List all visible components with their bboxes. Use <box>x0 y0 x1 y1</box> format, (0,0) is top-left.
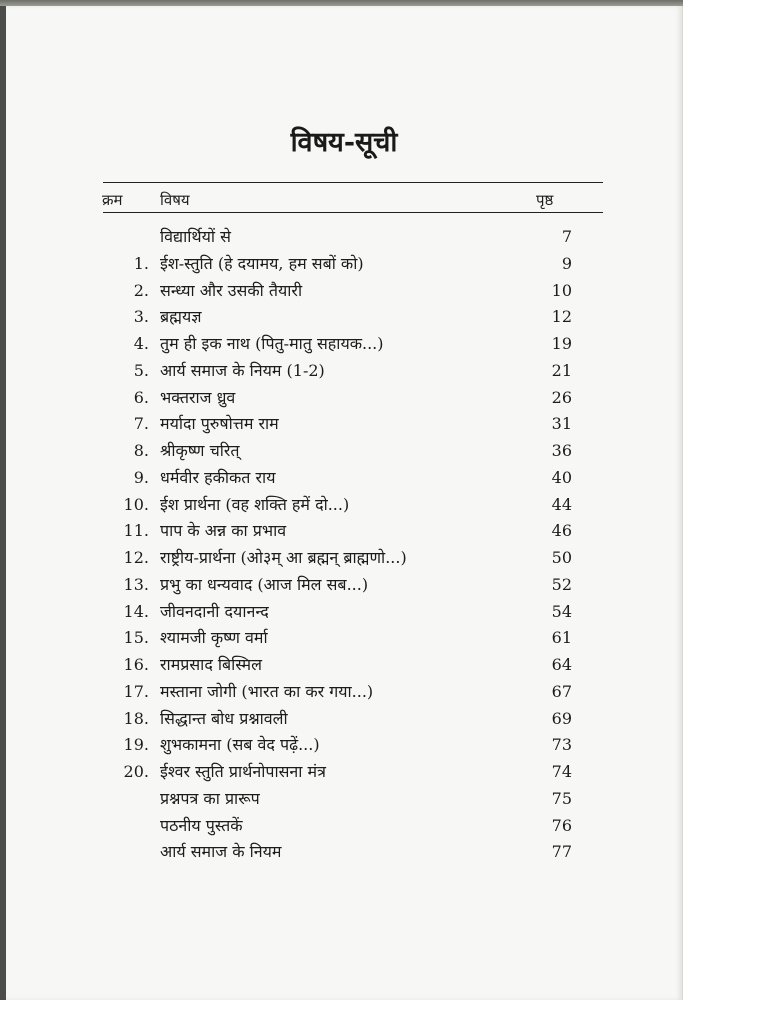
entry-serial: 2. <box>133 280 149 300</box>
contents-entry <box>6 331 682 357</box>
entry-serial: 13. <box>123 574 149 594</box>
entry-subject: मस्ताना जोगी (भारत का कर गया...) <box>160 681 374 701</box>
contents-entry <box>6 813 682 839</box>
entry-serial: 4. <box>133 334 149 353</box>
entry-subject: प्रश्नपत्र का प्रारूप <box>160 788 260 808</box>
book-page <box>6 6 683 1000</box>
header-serial: क्रम <box>102 191 123 209</box>
entry-serial: 12. <box>123 548 149 567</box>
contents-entry <box>6 679 682 705</box>
entry-page-number: 36 <box>551 441 572 460</box>
entry-page-number: 19 <box>551 334 572 353</box>
contents-entry <box>6 572 682 598</box>
entry-subject: पठनीय पुस्तकें <box>160 815 243 835</box>
contents-entry <box>6 759 682 785</box>
page-title: विषय-सूची <box>290 127 398 158</box>
table-header-rule <box>103 212 603 213</box>
entry-subject: सन्ध्या और उसकी तैयारी <box>160 280 303 300</box>
entry-serial: 19. <box>123 735 149 755</box>
entry-subject: राष्ट्रीय-प्रार्थना (ओ३म् आ ब्रह्मन् ब्राह्मणो...) <box>160 548 407 567</box>
entry-subject: ईश प्रार्थना (वह शक्ति हमें दो...) <box>160 494 350 514</box>
contents-entry <box>6 706 682 732</box>
entry-serial: 14. <box>123 601 149 621</box>
entry-serial: 5. <box>133 360 149 380</box>
entry-serial: 16. <box>123 655 149 674</box>
contents-entry <box>6 545 682 571</box>
entry-subject: सिद्धान्त बोध प्रश्नावली <box>160 708 288 728</box>
entry-subject: ईश्वर स्तुति प्रार्थनोपासना मंत्र <box>160 762 326 781</box>
contents-entry <box>6 786 682 812</box>
entry-subject: आर्य समाज के नियम <box>160 842 282 862</box>
entry-serial: 10. <box>123 494 149 514</box>
contents-entry <box>6 652 682 678</box>
header-page: पृष्ठ <box>536 191 554 209</box>
entry-page-number: 31 <box>551 414 572 434</box>
entry-subject: श्यामजी कृष्ण वर्मा <box>160 628 268 648</box>
entry-page-number: 69 <box>551 708 572 728</box>
entry-subject: मर्यादा पुरुषोत्तम राम <box>160 414 279 434</box>
entry-serial: 6. <box>133 387 149 407</box>
entry-page-number: 50 <box>551 548 572 567</box>
entry-page-number: 26 <box>551 387 572 407</box>
entry-subject: रामप्रसाद बिस्मिल <box>160 655 262 674</box>
entry-page-number: 54 <box>551 601 572 621</box>
entry-page-number: 75 <box>551 788 572 808</box>
entry-page-number: 77 <box>551 842 572 862</box>
entry-page-number: 21 <box>551 360 572 380</box>
entry-serial: 15. <box>123 628 149 648</box>
contents-entry <box>6 465 682 491</box>
entry-subject: शुभकामना (सब वेद पढ़ें...) <box>160 735 320 755</box>
entry-subject: भक्तराज ध्रुव <box>160 387 236 407</box>
entry-subject: जीवनदानी दयानन्द <box>160 601 269 621</box>
header-subject: विषय <box>160 191 190 209</box>
entry-serial: 17. <box>123 681 149 701</box>
entry-serial: 7. <box>133 414 149 434</box>
contents-entry <box>6 411 682 437</box>
entry-subject: प्रभु का धन्यवाद (आज मिल सब...) <box>160 574 369 594</box>
entry-serial: 9. <box>133 467 149 487</box>
entry-page-number: 52 <box>551 574 572 594</box>
entry-page-number: 64 <box>551 655 572 674</box>
entry-serial: 11. <box>123 521 149 541</box>
entry-page-number: 61 <box>551 628 572 648</box>
table-top-rule <box>103 182 603 183</box>
entry-page-number: 67 <box>551 681 572 701</box>
contents-entry <box>6 251 682 277</box>
contents-entry <box>6 518 682 544</box>
contents-entry <box>6 839 682 865</box>
scan-bottom-margin <box>0 1000 683 1024</box>
entry-page-number: 73 <box>551 735 572 755</box>
contents-entry <box>6 492 682 518</box>
entry-subject: आर्य समाज के नियम (1-2) <box>160 360 325 380</box>
entry-subject: पाप के अन्न का प्रभाव <box>160 521 287 541</box>
entry-serial: 1. <box>133 253 149 273</box>
entry-subject: तुम ही इक नाथ (पितु-मातु सहायक...) <box>160 334 384 353</box>
contents-entry <box>6 224 682 250</box>
entry-serial: 18. <box>123 708 149 728</box>
scan-right-margin <box>683 0 768 1024</box>
entry-page-number: 40 <box>551 467 572 487</box>
entry-subject: ब्रह्मयज्ञ <box>160 307 202 327</box>
contents-entry <box>6 625 682 651</box>
entry-page-number: 46 <box>551 521 572 541</box>
entry-serial: 20. <box>123 762 149 781</box>
entry-page-number: 74 <box>551 762 572 781</box>
contents-entry <box>6 358 682 384</box>
entry-subject: विद्यार्थियों से <box>160 227 231 246</box>
entry-page-number: 10 <box>551 280 572 300</box>
entry-page-number: 44 <box>551 494 572 514</box>
contents-entry <box>6 732 682 758</box>
entry-subject: धर्मवीर हकीकत राय <box>160 467 276 487</box>
entry-subject: ईश-स्तुति (हे दयामय, हम सबों को) <box>160 253 364 273</box>
contents-entry <box>6 278 682 304</box>
contents-entry <box>6 599 682 625</box>
entry-serial: 8. <box>133 441 149 460</box>
entry-page-number: 9 <box>561 253 572 273</box>
contents-entry <box>6 385 682 411</box>
contents-entry <box>6 438 682 464</box>
entry-page-number: 12 <box>551 307 572 327</box>
entry-subject: श्रीकृष्ण चरित् <box>160 441 240 460</box>
entry-page-number: 76 <box>551 815 572 835</box>
entry-page-number: 7 <box>561 227 572 246</box>
entry-serial: 3. <box>133 307 149 327</box>
contents-entry <box>6 304 682 330</box>
